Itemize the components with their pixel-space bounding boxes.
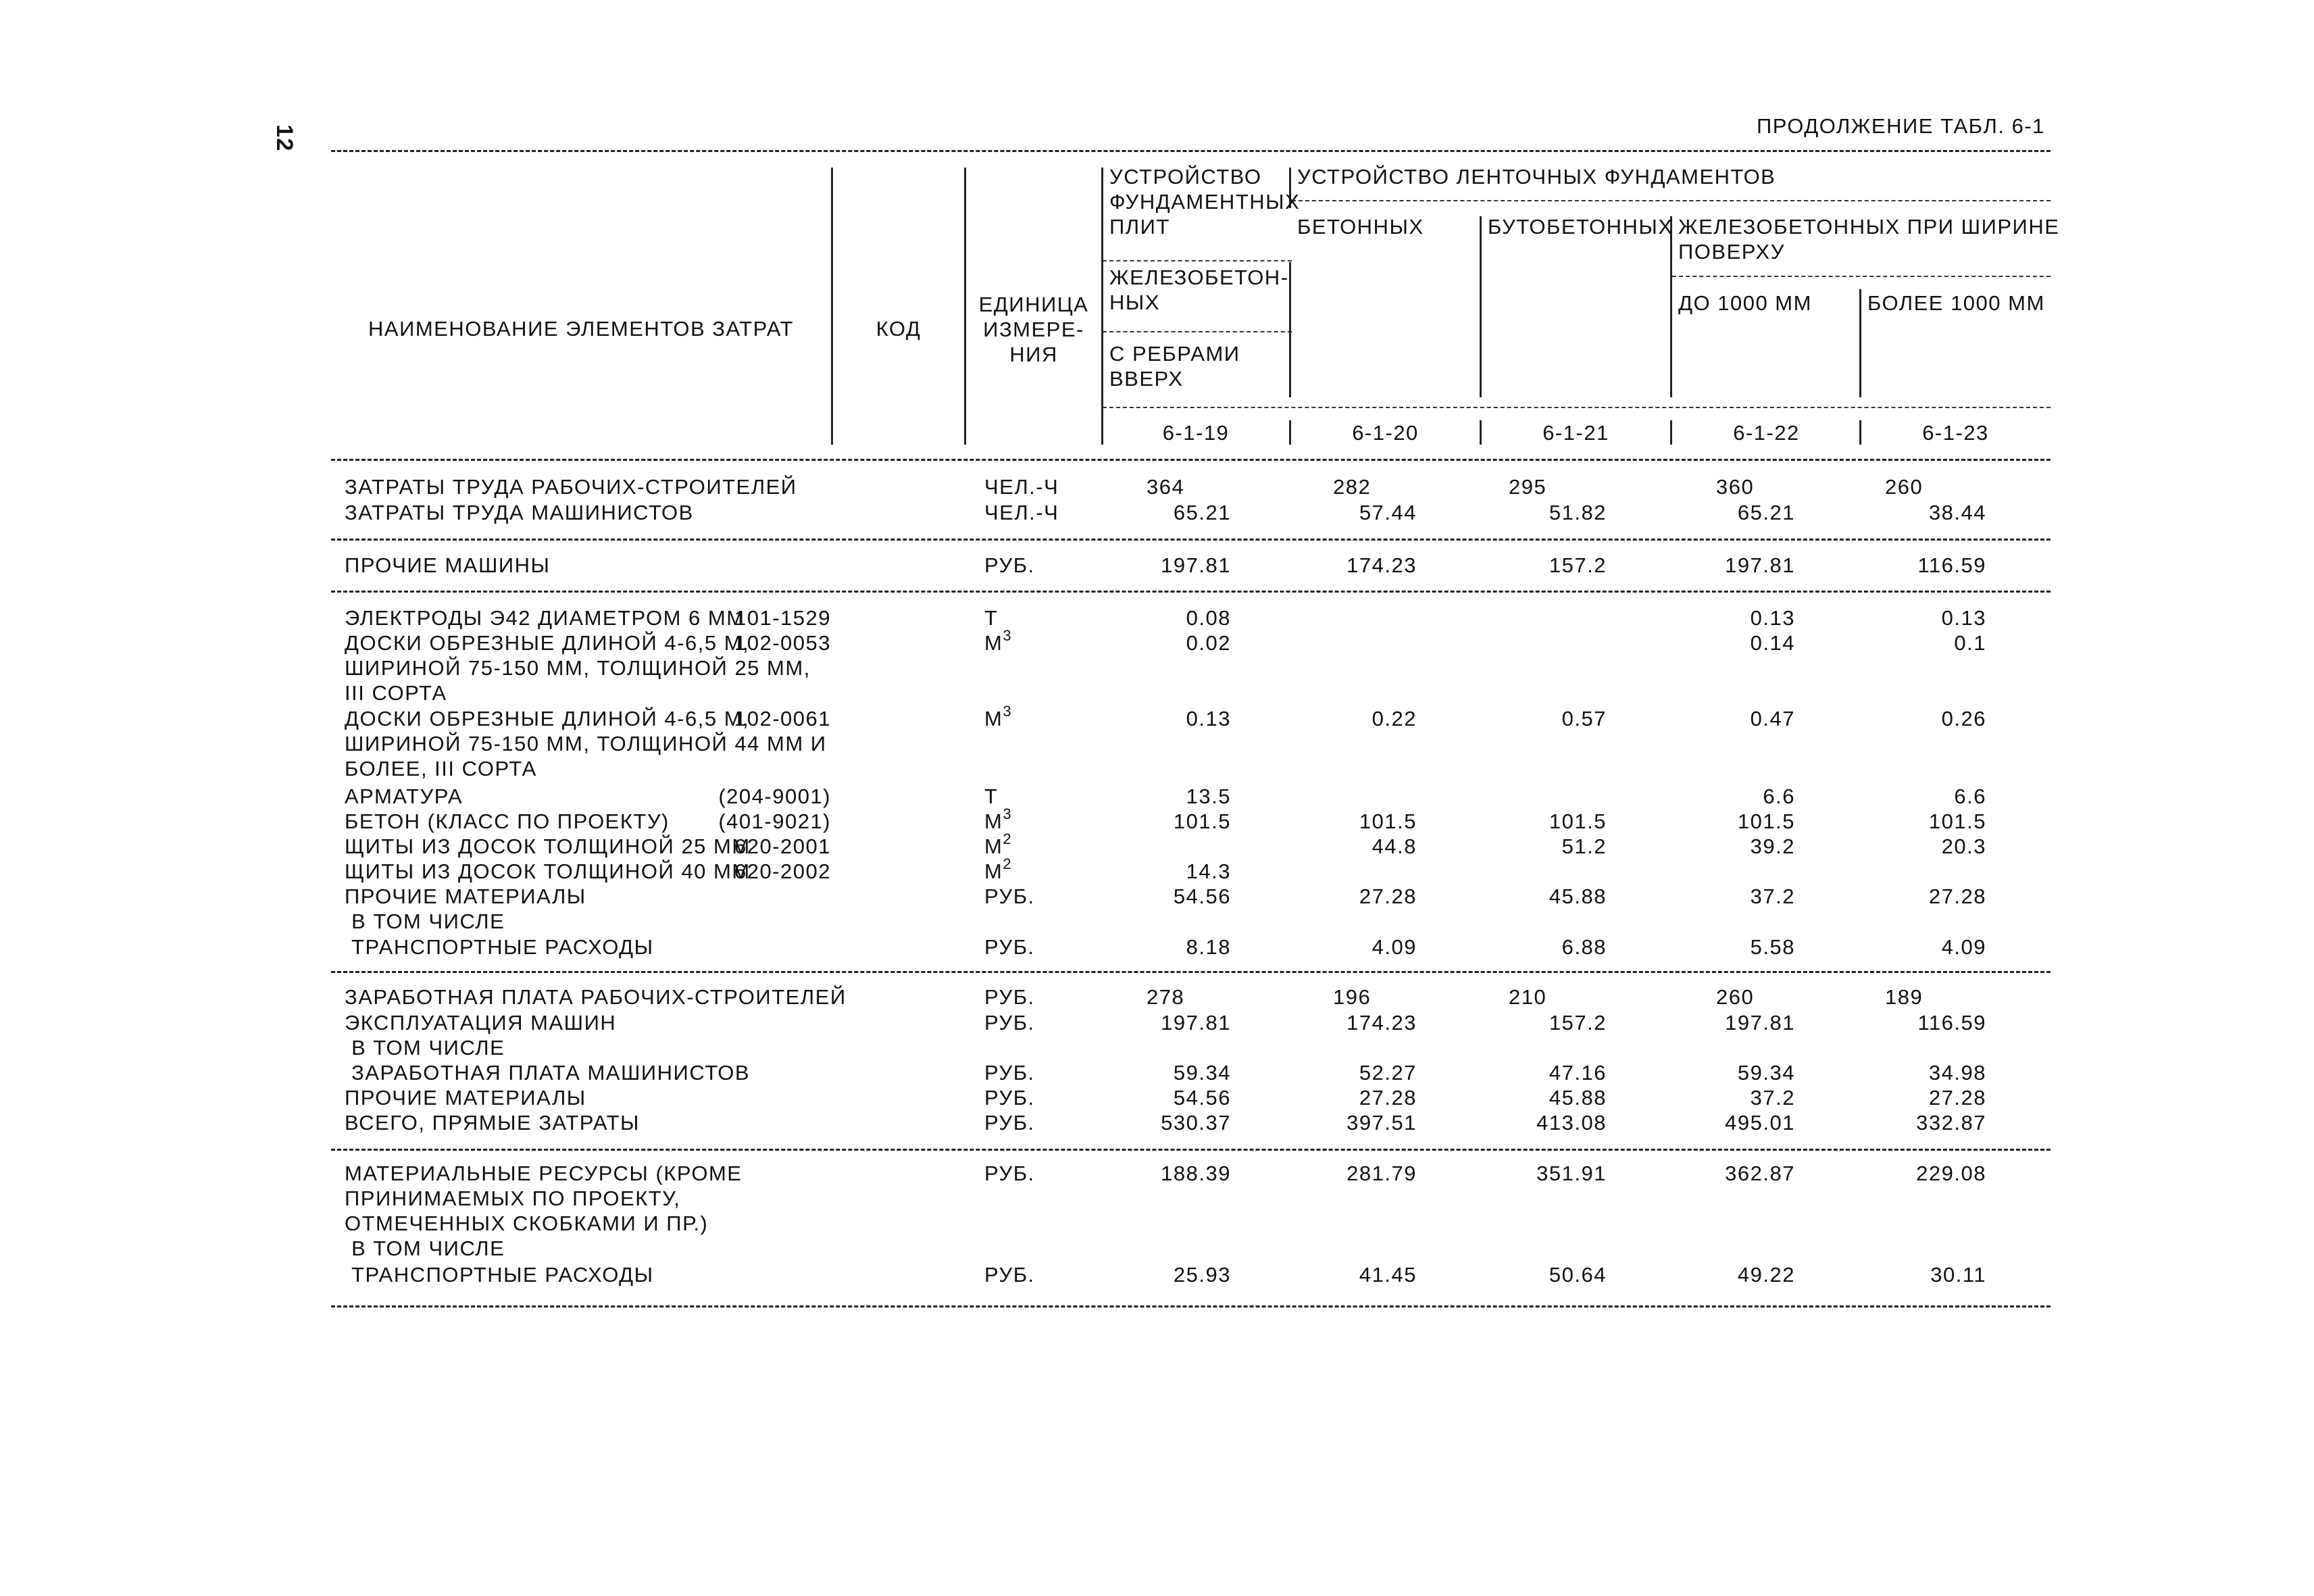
row-unit-text: РУБ. (984, 1111, 1035, 1134)
row-value: 54.56 (1173, 884, 1231, 908)
row-value: 34.98 (1928, 1061, 1986, 1084)
row-value: 0.13 (1750, 606, 1795, 630)
column-header-name: НАИМЕНОВАНИЕ ЭЛЕМЕНТОВ ЗАТРАТ (368, 317, 794, 341)
row-value: 101.5 (1549, 809, 1607, 833)
row-unit-text: Т (984, 784, 999, 808)
row-value: 25.93 (1173, 1263, 1231, 1287)
row-value: 54.56 (1173, 1086, 1231, 1109)
row-value: 14.3 (1186, 859, 1231, 883)
row-value: 38.44 (1928, 501, 1986, 524)
row-unit-text: РУБ. (984, 1086, 1035, 1109)
row-name-line: ЗАТРАТЫ ТРУДА РАБОЧИХ-СТРОИТЕЛЕЙ (345, 475, 797, 499)
row-value: 65.21 (1737, 501, 1795, 524)
row-value: 281.79 (1347, 1162, 1417, 1185)
row-value: 174.23 (1347, 553, 1417, 577)
row-name-line: ШИРИНОЙ 75-150 ММ, ТОЛЩИНОЙ 25 ММ, (345, 656, 811, 680)
row-value: 57.44 (1359, 501, 1417, 524)
row-unit-exponent: 2 (1003, 855, 1013, 872)
row-unit-exponent: 3 (1003, 703, 1013, 720)
row-value: 13.5 (1186, 784, 1231, 808)
row-name-line: В ТОМ ЧИСЛЕ (345, 1237, 505, 1260)
row-value: 210 (1509, 985, 1547, 1009)
row-value: 37.2 (1750, 1086, 1795, 1109)
subheader-rubble-concrete: БУТОБЕТОННЫХ (1488, 215, 1674, 239)
row-unit (984, 703, 1013, 731)
subheader-reinforced-width-1: ЖЕЛЕЗОБЕТОННЫХ ПРИ ШИРИНЕ (1678, 215, 2060, 239)
row-value: 332.87 (1916, 1111, 1986, 1134)
row-code: 102-0061 (734, 707, 831, 730)
row-value: 49.22 (1737, 1263, 1795, 1287)
row-value: 116.59 (1917, 553, 1986, 577)
row-unit-text: М (984, 834, 1003, 858)
code-6-1-23: 6-1-23 (1922, 421, 1989, 445)
row-unit-text: РУБ. (984, 1162, 1035, 1185)
row-value: 44.8 (1372, 834, 1417, 858)
row-value: 282 (1333, 475, 1372, 499)
row-unit (984, 1010, 1035, 1035)
subheader-ribs-up-2: ВВЕРХ (1109, 367, 1184, 391)
row-name-line: ОТМЕЧЕННЫХ СКОБКАМИ И ПР.) (345, 1212, 709, 1235)
row-value: 0.13 (1941, 606, 1986, 630)
subheader-reinforced-1: ЖЕЛЕЗОБЕТОН- (1109, 266, 1289, 289)
row-value: 6.6 (1763, 784, 1795, 808)
row-unit-text: ЧЕЛ.-Ч (984, 501, 1059, 524)
column-header-unit-2: ИЗМЕРЕ- (983, 318, 1084, 341)
row-value: 197.81 (1725, 553, 1795, 577)
subheader-concrete: БЕТОННЫХ (1297, 215, 1424, 239)
row-name-line: ШИРИНОЙ 75-150 ММ, ТОЛЩИНОЙ 44 ММ И (345, 732, 827, 755)
row-value: 50.64 (1549, 1263, 1607, 1287)
row-value: 364 (1147, 475, 1185, 499)
row-unit-text: ЧЕЛ.-Ч (984, 475, 1059, 499)
row-value: 6.88 (1561, 935, 1607, 959)
row-value: 229.08 (1916, 1162, 1986, 1185)
row-name-line: ПРОЧИЕ МАТЕРИАЛЫ (345, 1086, 586, 1109)
row-value: 278 (1147, 985, 1185, 1009)
row-name-line: ЗАТРАТЫ ТРУДА МАШИНИСТОВ (345, 501, 694, 524)
row-name-line: ЭКСПЛУАТАЦИЯ МАШИН (345, 1011, 617, 1034)
row-value: 20.3 (1941, 834, 1986, 858)
row-unit-exponent: 2 (1003, 830, 1013, 847)
row-value: 65.21 (1173, 501, 1231, 524)
row-name-line: ТРАНСПОРТНЫЕ РАСХОДЫ (345, 1263, 654, 1287)
row-name-line: ПРИНИМАЕМЫХ ПО ПРОЕКТУ, (345, 1187, 681, 1210)
row-name-line: ПРОЧИЕ МАТЕРИАЛЫ (345, 884, 586, 908)
row-unit-text: Т (984, 606, 999, 630)
row-value: 157.2 (1549, 553, 1607, 577)
row-value: 0.08 (1186, 606, 1231, 630)
row-value: 157.2 (1549, 1011, 1607, 1034)
row-unit-text: РУБ. (984, 935, 1035, 959)
row-value: 8.18 (1186, 935, 1231, 959)
group-header-slabs-3: ПЛИТ (1109, 215, 1170, 239)
group-header-slabs-1: УСТРОЙСТВО (1109, 165, 1262, 189)
row-code: (204-9001) (718, 784, 831, 808)
page-number: 12 (271, 124, 297, 152)
row-name-line: ЗАРАБОТНАЯ ПЛАТА РАБОЧИХ-СТРОИТЕЛЕЙ (345, 985, 847, 1009)
row-unit-text: М (984, 859, 1003, 883)
row-value: 174.23 (1347, 1011, 1417, 1034)
row-value: 101.5 (1359, 809, 1417, 833)
row-code: 101-1529 (734, 606, 831, 630)
row-unit-text: РУБ. (984, 553, 1035, 577)
row-value: 116.59 (1917, 1011, 1986, 1034)
group-header-slabs-2: ФУНДАМЕНТНЫХ (1109, 190, 1301, 214)
row-name-line: ВСЕГО, ПРЯМЫЕ ЗАТРАТЫ (345, 1111, 640, 1134)
row-value: 41.45 (1359, 1263, 1417, 1287)
row-value: 189 (1885, 985, 1923, 1009)
row-name-line: АРМАТУРА (345, 784, 463, 808)
subheader-width-up-to-1000: ДО 1000 ММ (1678, 291, 1812, 315)
row-value: 27.28 (1359, 884, 1417, 908)
row-name-line: ЭЛЕКТРОДЫ Э42 ДИАМЕТРОМ 6 ММ (345, 606, 745, 630)
code-6-1-19: 6-1-19 (1162, 421, 1230, 445)
row-value: 188.39 (1161, 1162, 1231, 1185)
row-unit-text: М (984, 631, 1003, 655)
row-value: 197.81 (1161, 1011, 1231, 1034)
row-value: 27.28 (1928, 884, 1986, 908)
row-value: 0.26 (1941, 707, 1986, 730)
row-unit (984, 784, 998, 809)
group-header-strip-foundations: УСТРОЙСТВО ЛЕНТОЧНЫХ ФУНДАМЕНТОВ (1297, 165, 1776, 189)
row-unit-exponent: 3 (1003, 805, 1013, 822)
row-unit (984, 1110, 1035, 1135)
row-value: 197.81 (1725, 1011, 1795, 1034)
row-value: 37.2 (1750, 884, 1795, 908)
row-code: (401-9021) (718, 809, 831, 833)
row-value: 0.22 (1372, 707, 1417, 730)
subheader-reinforced-width-2: ПОВЕРХУ (1678, 240, 1785, 264)
code-6-1-22: 6-1-22 (1733, 421, 1800, 445)
row-value: 52.27 (1359, 1061, 1417, 1084)
row-unit-text: РУБ. (984, 1011, 1035, 1034)
row-value: 0.13 (1186, 707, 1231, 730)
row-value: 59.34 (1737, 1061, 1795, 1084)
row-value: 45.88 (1549, 884, 1607, 908)
row-unit (984, 984, 1035, 1009)
row-unit (984, 1262, 1035, 1287)
column-header-code: КОД (876, 317, 922, 341)
row-value: 0.57 (1561, 707, 1607, 730)
row-value: 0.14 (1750, 631, 1795, 655)
row-unit (984, 934, 1035, 959)
row-value: 27.28 (1928, 1086, 1986, 1109)
row-value: 6.6 (1954, 784, 1986, 808)
column-header-unit-1: ЕДИНИЦА (978, 293, 1089, 316)
row-value: 360 (1716, 475, 1755, 499)
row-unit-text: М (984, 809, 1003, 833)
row-unit (984, 1060, 1035, 1085)
row-name-line: БОЛЕЕ, III СОРТА (345, 757, 537, 780)
row-value: 0.47 (1750, 707, 1795, 730)
row-name-line: ТРАНСПОРТНЫЕ РАСХОДЫ (345, 935, 654, 959)
row-value: 196 (1333, 985, 1372, 1009)
subheader-width-over-1000: БОЛЕЕ 1000 ММ (1867, 291, 2045, 315)
row-name-line: МАТЕРИАЛЬНЫЕ РЕСУРСЫ (КРОМЕ (345, 1162, 743, 1185)
row-value: 51.2 (1561, 834, 1607, 858)
row-value: 495.01 (1725, 1111, 1795, 1134)
row-value: 27.28 (1359, 1086, 1417, 1109)
row-value: 362.87 (1725, 1162, 1795, 1185)
row-unit (984, 1085, 1035, 1110)
row-value: 39.2 (1750, 834, 1795, 858)
row-value: 4.09 (1941, 935, 1986, 959)
row-unit (984, 884, 1035, 909)
subheader-ribs-up-1: С РЕБРАМИ (1109, 342, 1240, 366)
row-value: 0.1 (1954, 631, 1986, 655)
row-name-line: ЩИТЫ ИЗ ДОСОК ТОЛЩИНОЙ 25 ММ (345, 834, 751, 858)
column-header-unit-3: НИЯ (1009, 343, 1058, 366)
row-value: 4.09 (1372, 935, 1417, 959)
row-value: 397.51 (1347, 1111, 1417, 1134)
row-value: 351.91 (1536, 1162, 1607, 1185)
row-value: 101.5 (1173, 809, 1231, 833)
row-name-line: БЕТОН (КЛАСС ПО ПРОЕКТУ) (345, 809, 670, 833)
row-unit (984, 1161, 1035, 1186)
row-unit (984, 474, 1059, 499)
row-code: 102-0053 (734, 631, 831, 655)
row-unit (984, 553, 1035, 578)
row-code: 620-2001 (734, 834, 831, 858)
row-unit-text: РУБ. (984, 985, 1035, 1009)
row-value: 530.37 (1161, 1111, 1231, 1134)
row-value: 47.16 (1549, 1061, 1607, 1084)
subheader-reinforced-2: НЫХ (1109, 291, 1161, 314)
row-unit (984, 855, 1013, 884)
row-unit (984, 500, 1059, 525)
row-value: 51.82 (1549, 501, 1607, 524)
row-name-line: В ТОМ ЧИСЛЕ (345, 909, 505, 933)
row-value: 295 (1509, 475, 1547, 499)
row-unit-exponent: 3 (1003, 627, 1013, 644)
row-code: 620-2002 (734, 859, 831, 883)
row-unit (984, 605, 998, 630)
row-value: 197.81 (1161, 553, 1231, 577)
row-value: 5.58 (1750, 935, 1795, 959)
row-name-line: ДОСКИ ОБРЕЗНЫЕ ДЛИНОЙ 4-6,5 М, (345, 631, 750, 655)
row-unit-text: РУБ. (984, 884, 1035, 908)
row-unit-text: РУБ. (984, 1263, 1035, 1287)
code-6-1-20: 6-1-20 (1352, 421, 1419, 445)
row-value: 59.34 (1173, 1061, 1231, 1084)
row-name-line: ЩИТЫ ИЗ ДОСОК ТОЛЩИНОЙ 40 ММ (345, 859, 751, 883)
row-name-line: ЗАРАБОТНАЯ ПЛАТА МАШИНИСТОВ (345, 1061, 751, 1084)
row-value: 101.5 (1737, 809, 1795, 833)
code-6-1-21: 6-1-21 (1542, 421, 1609, 445)
row-value: 30.11 (1930, 1263, 1986, 1287)
row-value: 260 (1885, 475, 1923, 499)
row-value: 413.08 (1536, 1111, 1607, 1134)
row-name-line: В ТОМ ЧИСЛЕ (345, 1036, 505, 1059)
row-value: 45.88 (1549, 1086, 1607, 1109)
row-value: 260 (1716, 985, 1755, 1009)
row-unit-text: РУБ. (984, 1061, 1035, 1084)
row-unit-text: М (984, 707, 1003, 730)
row-name-line: ПРОЧИЕ МАШИНЫ (345, 553, 551, 577)
row-name-line: ДОСКИ ОБРЕЗНЫЕ ДЛИНОЙ 4-6,5 М, (345, 707, 750, 730)
row-unit (984, 627, 1013, 655)
table-continuation-label: ПРОДОЛЖЕНИЕ ТАБЛ. 6-1 (1757, 114, 2045, 138)
row-value: 0.02 (1186, 631, 1231, 655)
row-value: 101.5 (1928, 809, 1986, 833)
row-name-line: III СОРТА (345, 681, 447, 705)
